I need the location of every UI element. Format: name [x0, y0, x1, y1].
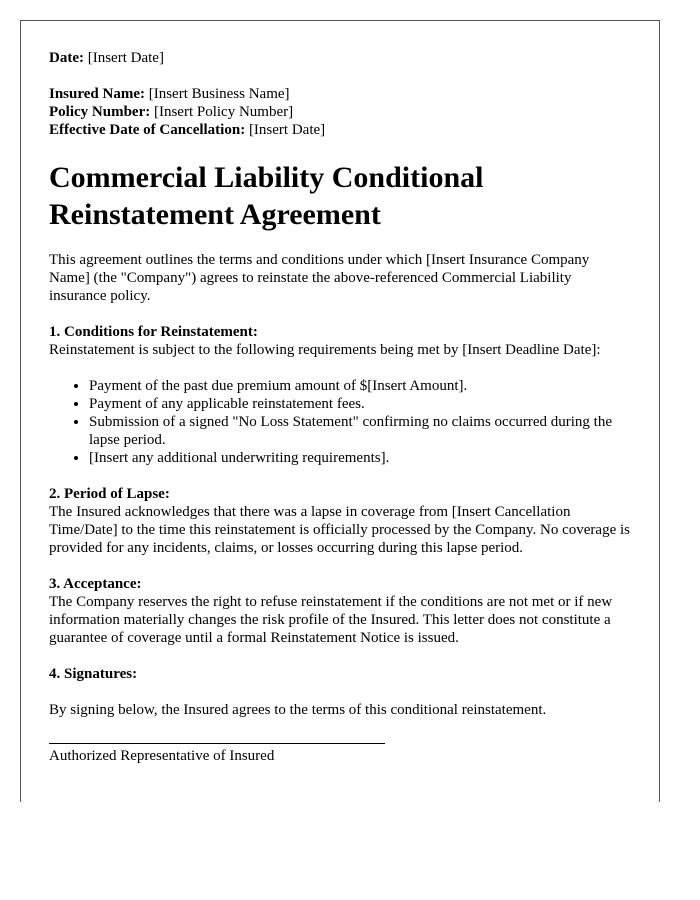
list-item: • Payment of the past due premium amount of $[Insert Amount]. [89, 377, 631, 395]
date-label: Date: [49, 50, 84, 66]
insured-name-line [49, 85, 631, 103]
section-body: By signing below, the Insured agrees to the terms of this conditional reinstatement. [49, 702, 547, 718]
section-lapse [49, 485, 631, 557]
section-acceptance [49, 575, 631, 647]
effective-date-line [49, 121, 631, 139]
insured-name-label: Insured Name: [49, 86, 145, 102]
policy-number-label: Policy Number: [49, 104, 151, 120]
section-body: The Insured acknowledges that there was a lapse in coverage from [Insert Cancellation Time/Date] to the time this reinstatement is officially processed by the Company. No coverage is provided for any incidents, claims, or losses occurring during this lapse period. [49, 504, 630, 556]
signature-line[interactable] [49, 743, 385, 744]
policy-info [49, 85, 631, 139]
document-page [20, 20, 660, 802]
section-heading: 4. Signatures: [49, 666, 138, 682]
list-item: • [Insert any additional underwriting requirements]. [89, 449, 631, 467]
intro-paragraph: This agreement outlines the terms and conditions under which [Insert Insurance Company Name] (the "Company") agrees to reinstate the above-referenced Commercial Liability insurance policy. [49, 252, 590, 304]
section-heading: 1. Conditions for Reinstatement: [49, 324, 258, 340]
policy-number-line [49, 103, 631, 121]
date-value: [Insert Date] [87, 50, 164, 66]
section-conditions [49, 323, 631, 467]
section-body: Reinstatement is subject to the following requirements being met by [Insert Deadline Date]: [49, 342, 601, 358]
list-item: • Submission of a signed "No Loss Statement" confirming no claims occurred during the lapse period. [89, 413, 631, 449]
requirements-list [49, 377, 631, 467]
section-signatures [49, 665, 631, 719]
policy-number-value: [Insert Policy Number] [153, 104, 294, 120]
insured-name-value: [Insert Business Name] [148, 86, 290, 102]
date-line [49, 49, 631, 67]
effective-date-value: [Insert Date] [248, 122, 326, 138]
document-title: Commercial Liability Conditional Reinstatement Agreement [49, 161, 484, 231]
section-body: The Company reserves the right to refuse reinstatement if the conditions are not met or if new information materially changes the risk profile of the Insured. This letter does not constitute a guarantee of coverage until a formal Reinstatement Notice is issued. [49, 594, 613, 646]
effective-date-label: Effective Date of Cancellation: [49, 122, 246, 138]
section-heading: 3. Acceptance: [49, 576, 142, 592]
signature-caption: Authorized Representative of Insured [49, 748, 275, 764]
section-heading: 2. Period of Lapse: [49, 486, 170, 502]
list-item: • Payment of any applicable reinstatement fees. [89, 395, 631, 413]
